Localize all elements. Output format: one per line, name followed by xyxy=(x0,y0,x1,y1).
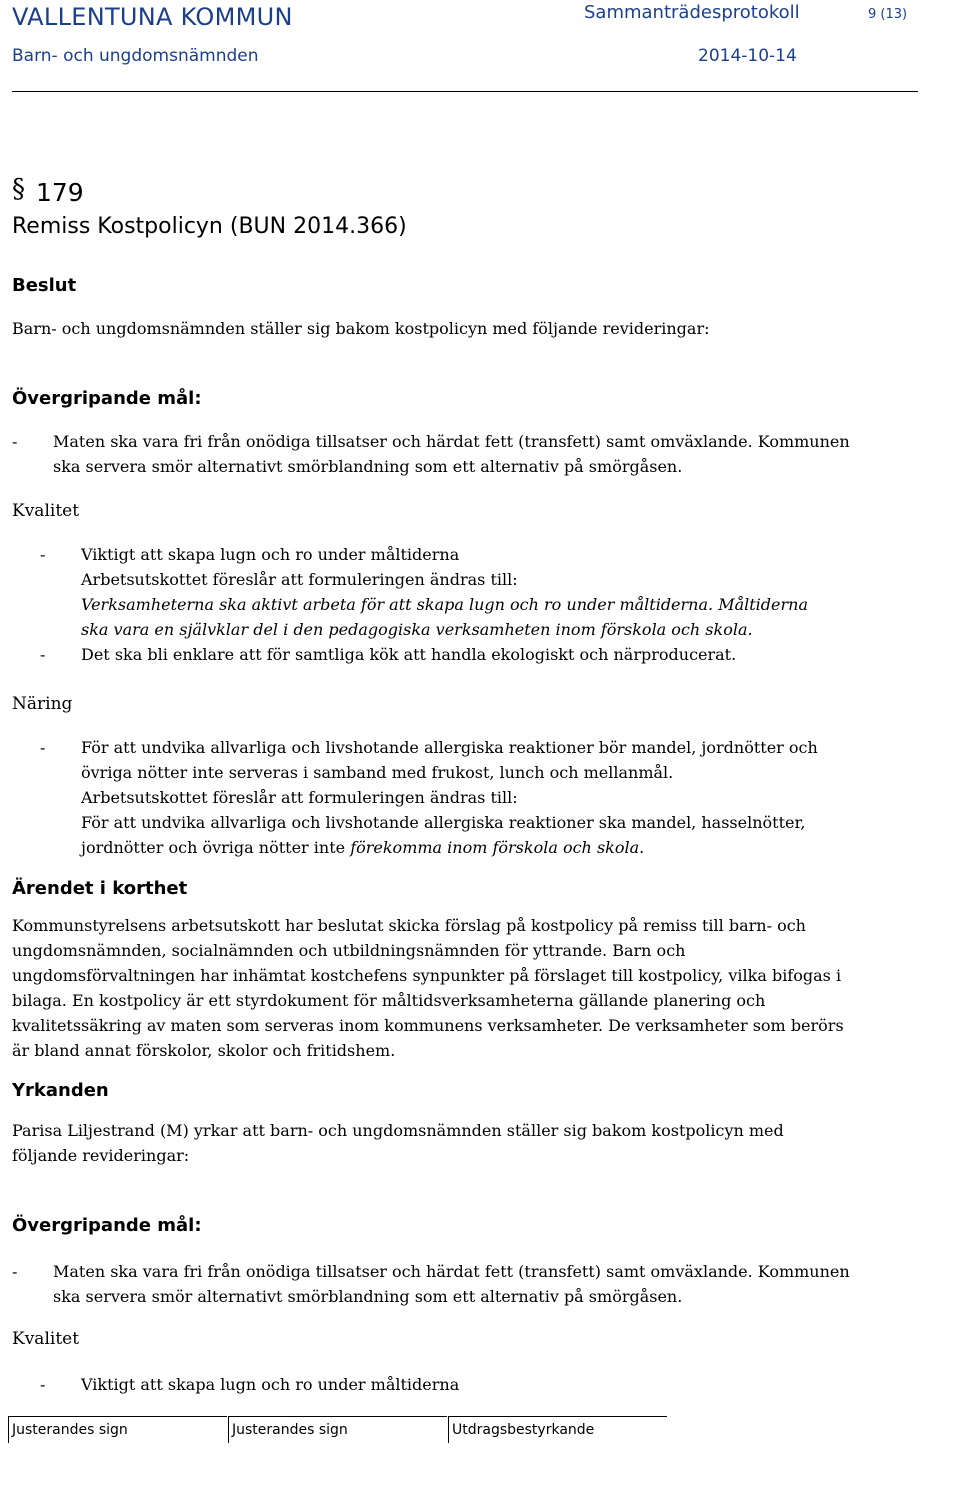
kvalitet-heading: Kvalitet xyxy=(12,501,80,521)
yrkanden-overgripande-heading: Övergripande mål: xyxy=(12,1215,202,1236)
yrkanden-kvalitet-heading: Kvalitet xyxy=(12,1329,80,1349)
signature-label-1: Justerandes sign xyxy=(12,1422,128,1438)
kvalitet-au-line: Arbetsutskottet föreslår att formuleringen ändras till: xyxy=(81,570,518,589)
naring-line-1: För att undvika allvarliga och livshotande allergiska reaktioner bör mandel, jordnötter och xyxy=(81,738,818,757)
board-name: Barn- och ungdomsnämnden xyxy=(12,46,259,66)
yrkanden-line-1: Parisa Liljestrand (M) yrkar att barn- och ungdomsnämnden ställer sig bakom kostpolicyn med xyxy=(12,1121,784,1140)
meeting-date: 2014-10-14 xyxy=(698,46,797,66)
korthet-heading: Ärendet i korthet xyxy=(12,878,188,899)
signature-box-1 xyxy=(8,1416,227,1443)
org-name: VALLENTUNA KOMMUN xyxy=(12,3,293,31)
kvalitet-item-1: Viktigt att skapa lugn och ro under måltiderna xyxy=(81,545,460,564)
yrkanden-heading: Yrkanden xyxy=(12,1080,109,1101)
list-dash: - xyxy=(12,432,18,451)
naring-au-line: Arbetsutskottet föreslår att formuleringen ändras till: xyxy=(81,788,518,807)
beslut-heading: Beslut xyxy=(12,275,77,296)
korthet-line: kvalitetssäkring av maten som serveras inom kommunens verksamheter. De verksamheter som berörs xyxy=(12,1016,844,1035)
list-dash: - xyxy=(40,545,46,564)
naring-line-4-italic: förekomma inom förskola och skola. xyxy=(350,838,645,857)
page-number: 9 (13) xyxy=(868,7,908,22)
korthet-line: ungdomsnämnden, socialnämnden och utbildningsnämnden för yttrande. Barn och xyxy=(12,941,686,960)
kvalitet-italic-2: ska vara en självklar del i den pedagogiska verksamheten inom förskola och skola. xyxy=(81,620,753,639)
kvalitet-italic-1: Verksamheterna ska aktivt arbeta för att skapa lugn och ro under måltiderna. Måltiderna xyxy=(81,595,808,614)
overgripande-heading: Övergripande mål: xyxy=(12,388,202,409)
korthet-line: Kommunstyrelsens arbetsutskott har beslutat skicka förslag på kostpolicy på remiss till barn- och xyxy=(12,916,806,935)
signature-box-2 xyxy=(228,1416,447,1443)
section-number: 179 xyxy=(36,178,84,207)
list-dash: - xyxy=(12,1262,18,1281)
section-title: Remiss Kostpolicyn (BUN 2014.366) xyxy=(12,214,407,239)
document-type: Sammanträdesprotokoll xyxy=(584,2,800,23)
section-sign: § xyxy=(12,174,25,204)
naring-heading: Näring xyxy=(12,694,73,714)
korthet-line: är bland annat förskolor, skolor och fritidshem. xyxy=(12,1041,396,1060)
overgripande-line-1: Maten ska vara fri från onödiga tillsatser och härdat fett (transfett) samt omväxlande. Kommunen xyxy=(53,432,850,451)
list-dash: - xyxy=(40,738,46,757)
naring-line-2: övriga nötter inte serveras i samband med frukost, lunch och mellanmål. xyxy=(81,763,674,782)
naring-line-4-plain: jordnötter och övriga nötter inte xyxy=(81,838,351,857)
yrkanden-overgripande-line-1: Maten ska vara fri från onödiga tillsatser och härdat fett (transfett) samt omväxlande. Kommunen xyxy=(53,1262,850,1281)
korthet-line: bilaga. En kostpolicy är ett styrdokument för måltidsverksamheterna gällande planering och xyxy=(12,991,766,1010)
yrkanden-kvalitet-item-1: Viktigt att skapa lugn och ro under måltiderna xyxy=(81,1375,460,1394)
list-dash: - xyxy=(40,1375,46,1394)
overgripande-line-2: ska servera smör alternativt smörblandning som ett alternativ på smörgåsen. xyxy=(53,457,683,476)
signature-box-3 xyxy=(448,1416,667,1443)
list-dash: - xyxy=(40,645,46,664)
signature-label-2: Justerandes sign xyxy=(232,1422,348,1438)
korthet-line: ungdomsförvaltningen har inhämtat kostchefens synpunkter på förslaget till kostpolicy, vilka bifogas i xyxy=(12,966,842,985)
yrkanden-overgripande-line-2: ska servera smör alternativt smörblandning som ett alternativ på smörgåsen. xyxy=(53,1287,683,1306)
signature-label-3: Utdragsbestyrkande xyxy=(452,1422,595,1438)
naring-line-4 xyxy=(81,838,644,857)
yrkanden-line-2: följande revideringar: xyxy=(12,1146,190,1165)
beslut-intro: Barn- och ungdomsnämnden ställer sig bakom kostpolicyn med följande revideringar: xyxy=(12,319,710,338)
naring-line-3: För att undvika allvarliga och livshotande allergiska reaktioner ska mandel, hasselnötter, xyxy=(81,813,806,832)
header-rule xyxy=(12,91,918,92)
kvalitet-item-2: Det ska bli enklare att för samtliga kök att handla ekologiskt och närproducerat. xyxy=(81,645,737,664)
